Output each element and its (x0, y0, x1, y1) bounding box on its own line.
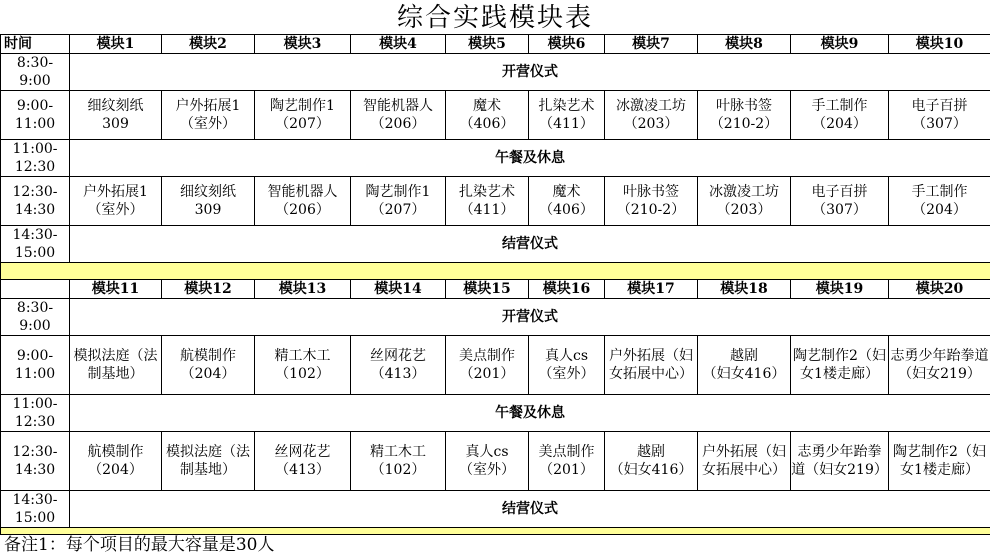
activity-name: 模拟法庭（法制基地） (166, 444, 250, 478)
activity-room: （307） (812, 202, 867, 218)
module-header: 模块4 (351, 35, 446, 54)
activity-cell (162, 91, 255, 140)
activity-name: 扎染艺术 (538, 98, 595, 114)
activity-cell (605, 336, 698, 395)
activity-cell (791, 432, 889, 491)
separator-band (1, 263, 990, 280)
activity-name: 志勇少年跆拳道（妇女219） (890, 348, 989, 382)
activity-room: （206） (370, 116, 426, 132)
activity-name: 冰激凌工坊 (709, 184, 779, 200)
activity-row (1, 432, 990, 491)
activity-room: （室外） (87, 202, 144, 218)
activity-name: 陶艺制作1 (270, 98, 335, 114)
activity-name: 航模制作 (180, 348, 236, 364)
activity-room: （411） (459, 202, 515, 218)
activity-cell (70, 336, 162, 395)
time-line: 11:00 (14, 366, 56, 382)
time-cell (1, 91, 70, 140)
time-cell (1, 432, 70, 491)
module-header: 模块5 (446, 35, 529, 54)
activity-cell (889, 91, 990, 140)
activity-cell (70, 177, 162, 226)
event-span-cell: 结营仪式 (70, 226, 990, 263)
section-separator (1, 263, 990, 280)
time-line: 12:30- (12, 444, 58, 460)
time-line: 9:00 (19, 318, 51, 334)
time-line: 8:30- (16, 55, 54, 71)
activity-cell (255, 177, 351, 226)
activity-name: 陶艺制作2（妇女1楼走廊） (893, 444, 986, 478)
module-header: 模块1 (70, 35, 162, 54)
activity-cell (698, 91, 791, 140)
activity-cell (791, 177, 889, 226)
activity-room: （413） (370, 366, 426, 382)
activity-name: 叶脉书签 (716, 98, 772, 114)
activity-name: 户外拓展（妇女拓展中心） (702, 444, 786, 478)
module-header: 模块12 (162, 280, 255, 299)
activity-room: （妇女416） (609, 462, 693, 478)
ceremony-row (1, 54, 990, 91)
event-span-cell: 午餐及休息 (70, 140, 990, 177)
activity-room: 309 (194, 202, 222, 218)
activity-room: （室外） (180, 116, 236, 132)
activity-room: （102） (275, 366, 330, 382)
time-line: 14:30- (12, 492, 58, 508)
ceremony-row (1, 491, 990, 528)
module-header: 模块10 (889, 35, 990, 54)
time-cell (1, 395, 70, 432)
activity-room: （406） (459, 116, 515, 132)
time-line: 14:30- (12, 227, 58, 243)
activity-name: 志勇少年跆拳道（妇女219） (791, 444, 888, 478)
activity-name: 扎染艺术 (459, 184, 515, 200)
module-header: 模块8 (698, 35, 791, 54)
activity-room: （102） (370, 462, 426, 478)
activity-name: 真人cs (465, 444, 509, 460)
activity-room: （妇女416） (702, 366, 786, 382)
activity-row (1, 91, 990, 140)
module-header: 模块2 (162, 35, 255, 54)
module-header: 模块20 (889, 280, 990, 299)
activity-room: （413） (275, 462, 330, 478)
page-title: 综合实践模块表 (396, 3, 593, 33)
activity-name: 冰激凌工坊 (616, 98, 686, 114)
activity-cell (698, 432, 791, 491)
activity-room: （210-2） (616, 202, 686, 218)
activity-room: （204） (812, 116, 867, 132)
time-line: 11:00 (14, 116, 56, 132)
time-cell (1, 336, 70, 395)
time-line: 14:30 (14, 462, 56, 478)
activity-room: （207） (275, 116, 330, 132)
activity-cell (162, 177, 255, 226)
activity-room: （203） (716, 202, 772, 218)
module-header: 模块19 (791, 280, 889, 299)
activity-name: 细纹刻纸 (87, 98, 144, 114)
activity-cell (529, 432, 605, 491)
activity-name: 手工制作 (811, 98, 868, 114)
activity-cell (889, 177, 990, 226)
activity-name: 模拟法庭（法制基地） (73, 348, 158, 382)
activity-cell (70, 91, 162, 140)
time-line: 12:30 (14, 159, 56, 175)
activity-cell (162, 336, 255, 395)
activity-cell (255, 336, 351, 395)
activity-cell (791, 91, 889, 140)
activity-cell (791, 336, 889, 395)
schedule-table (0, 34, 990, 535)
activity-cell (255, 432, 351, 491)
activity-cell (446, 177, 529, 226)
activity-name: 智能机器人 (267, 184, 338, 200)
module-header: 模块9 (791, 35, 889, 54)
activity-cell (605, 432, 698, 491)
activity-cell (255, 91, 351, 140)
activity-row (1, 177, 990, 226)
activity-cell (889, 432, 990, 491)
time-cell (1, 54, 70, 91)
activity-name: 航模制作 (87, 444, 144, 460)
activity-cell (605, 177, 698, 226)
time-line: 11:00- (12, 396, 58, 412)
activity-name: 陶艺制作1 (365, 184, 431, 200)
activity-cell (351, 432, 446, 491)
activity-room: （201） (459, 366, 515, 382)
time-line: 12:30 (14, 414, 56, 430)
activity-name: 陶艺制作2（妇女1楼走廊） (793, 348, 886, 382)
module-header: 模块15 (446, 280, 529, 299)
event-span-cell: 开营仪式 (70, 299, 990, 336)
time-cell (1, 299, 70, 336)
activity-name: 手工制作 (911, 184, 968, 200)
activity-cell (162, 432, 255, 491)
ceremony-row (1, 395, 990, 432)
time-line: 14:30 (14, 202, 56, 218)
activity-cell (351, 336, 446, 395)
activity-room: （室外） (459, 462, 515, 478)
time-cell (1, 140, 70, 177)
module-header: 模块17 (605, 280, 698, 299)
module-header: 模块13 (255, 280, 351, 299)
activity-cell (351, 91, 446, 140)
header-row (1, 35, 990, 54)
activity-cell (446, 336, 529, 395)
activity-room: （204） (912, 202, 967, 218)
time-line: 9:00 (19, 73, 51, 89)
ceremony-row (1, 226, 990, 263)
footnote: 备注1：每个项目的最大容量是30人 (4, 535, 275, 555)
activity-cell (529, 91, 605, 140)
time-cell (1, 491, 70, 528)
time-header: 时间 (1, 35, 70, 54)
activity-name: 美点制作 (538, 444, 595, 460)
event-span-cell: 开营仪式 (70, 54, 990, 91)
activity-room: （室外） (538, 366, 595, 382)
activity-cell (446, 432, 529, 491)
time-line: 15:00 (14, 245, 56, 261)
activity-name: 魔术 (552, 184, 581, 200)
activity-cell (446, 91, 529, 140)
time-header (1, 280, 70, 299)
activity-room: （204） (180, 366, 236, 382)
activity-row (1, 336, 990, 395)
module-header: 模块11 (70, 280, 162, 299)
activity-name: 丝网花艺 (274, 444, 331, 460)
activity-name: 真人cs (544, 348, 589, 364)
ceremony-row (1, 299, 990, 336)
activity-name: 丝网花艺 (370, 348, 426, 364)
activity-room: （206） (275, 202, 330, 218)
activity-cell (605, 91, 698, 140)
activity-room: （406） (539, 202, 594, 218)
activity-room: （201） (539, 462, 594, 478)
activity-room: （210-2） (709, 116, 779, 132)
activity-cell (70, 432, 162, 491)
activity-room: （204） (88, 462, 143, 478)
time-line: 9:00- (16, 98, 54, 114)
activity-name: 电子百拼 (911, 98, 968, 114)
activity-name: 叶脉书签 (623, 184, 679, 200)
activity-name: 电子百拼 (811, 184, 868, 200)
activity-name: 精工木工 (274, 348, 331, 364)
activity-name: 户外拓展（妇女拓展中心） (609, 348, 693, 382)
time-cell (1, 177, 70, 226)
activity-cell (698, 336, 791, 395)
time-line: 8:30- (16, 300, 54, 316)
header-row (1, 280, 990, 299)
time-line: 15:00 (14, 510, 56, 526)
activity-room: （307） (912, 116, 967, 132)
activity-room: 309 (102, 116, 129, 132)
activity-name: 户外拓展1 (83, 184, 148, 200)
time-line: 9:00- (16, 348, 54, 364)
event-span-cell: 结营仪式 (70, 491, 990, 528)
activity-name: 魔术 (473, 98, 501, 114)
module-header: 模块18 (698, 280, 791, 299)
module-header: 模块14 (351, 280, 446, 299)
ceremony-row (1, 140, 990, 177)
activity-name: 细纹刻纸 (180, 184, 236, 200)
time-line: 11:00- (12, 141, 58, 157)
activity-name: 户外拓展1 (175, 98, 241, 114)
activity-name: 美点制作 (459, 348, 515, 364)
activity-name: 智能机器人 (363, 98, 433, 114)
event-span-cell: 午餐及休息 (70, 395, 990, 432)
activity-cell (351, 177, 446, 226)
activity-name: 越剧 (637, 444, 665, 460)
activity-cell (889, 336, 990, 395)
activity-room: （203） (623, 116, 679, 132)
time-cell (1, 226, 70, 263)
module-header: 模块16 (529, 280, 605, 299)
activity-cell (529, 177, 605, 226)
activity-room: （411） (539, 116, 594, 132)
module-header: 模块7 (605, 35, 698, 54)
module-header: 模块6 (529, 35, 605, 54)
activity-room: （207） (370, 202, 426, 218)
activity-cell (698, 177, 791, 226)
module-header: 模块3 (255, 35, 351, 54)
activity-name: 精工木工 (370, 444, 426, 460)
activity-cell (529, 336, 605, 395)
time-line: 12:30- (12, 184, 58, 200)
activity-name: 越剧 (730, 348, 758, 364)
